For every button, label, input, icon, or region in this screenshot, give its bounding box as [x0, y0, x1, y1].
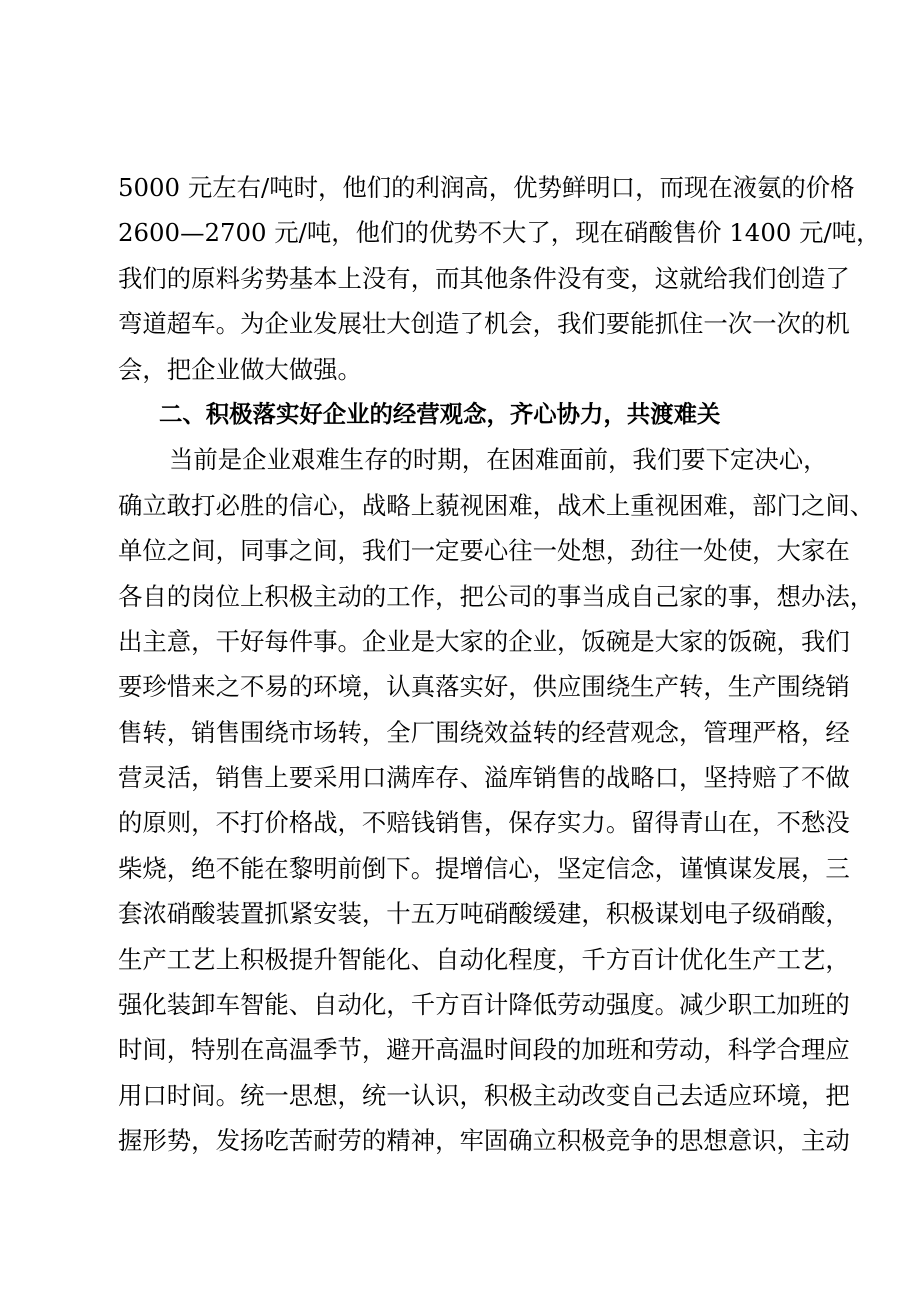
document-body	[118, 165, 881, 1164]
text-line: 5000 元左右/吨时，他们的利润高，优势鲜明口，而现在液氨的价格	[118, 173, 855, 202]
text-line: 确立敢打必胜的信心，战略上藐视困难，战术上重视困难，部门之间、	[118, 490, 875, 520]
text-line: 时间，特别在高温季节，避开高温时间段的加班和劳动，科学合理应	[118, 1035, 850, 1065]
text-line: 强化装卸车智能、自动化，千方百计降低劳动强度。减少职工加班的	[118, 990, 850, 1020]
text-line: 会，把企业做大做强。	[118, 354, 362, 384]
text-line: 单位之间，同事之间，我们一定要心往一处想，劲往一处使，大家在	[118, 536, 850, 566]
text-line: 出主意，干好每件事。企业是大家的企业，饭碗是大家的饭碗，我们	[118, 626, 850, 656]
text-line: 柴烧，绝不能在黎明前倒下。提增信心，坚定信念，谨慎谋发展，三	[118, 853, 850, 883]
text-line: 营灵活，销售上要采用口满库存、溢库销售的战略口，坚持赔了不做	[118, 763, 850, 793]
text-line: 套浓硝酸装置抓紧安装，十五万吨硝酸缓建，积极谋划电子级硝酸，	[118, 899, 850, 929]
text-line: 用口时间。统一思想，统一认识，积极主动改变自己去适应环境，把	[118, 1080, 850, 1110]
text-line: 各自的岗位上积极主动的工作，把公司的事当成自己家的事，想办法，	[118, 581, 875, 611]
text-line: 我们的原料劣势基本上没有，而其他条件没有变，这就给我们创造了	[118, 263, 850, 293]
text-line: 2600—2700 元/吨，他们的优势不大了，现在硝酸售价 1400 元/吨，	[118, 218, 881, 248]
section-heading: 二、积极落实好企业的经营观念，齐心协力，共渡难关	[159, 399, 721, 428]
text-line: 生产工艺上积极提升智能化、自动化程度，千方百计优化生产工艺，	[118, 944, 850, 974]
text-line: 售转，销售围绕市场转，全厂围绕效益转的经营观念，管理严格，经	[118, 717, 850, 747]
text-line: 握形势，发扬吃苦耐劳的精神，牢固确立积极竞争的思想意识，主动	[118, 1126, 850, 1156]
text-line: 要珍惜来之不易的环境，认真落实好，供应围绕生产转，生产围绕销	[118, 672, 850, 702]
text-line: 弯道超车。为企业发展壮大创造了机会，我们要能抓住一次一次的机	[118, 309, 850, 339]
text-line: 当前是企业艰难生存的时期，在困难面前，我们要下定决心，	[169, 445, 828, 475]
text-line: 的原则，不打价格战，不赔钱销售，保存实力。留得青山在，不愁没	[118, 808, 850, 838]
